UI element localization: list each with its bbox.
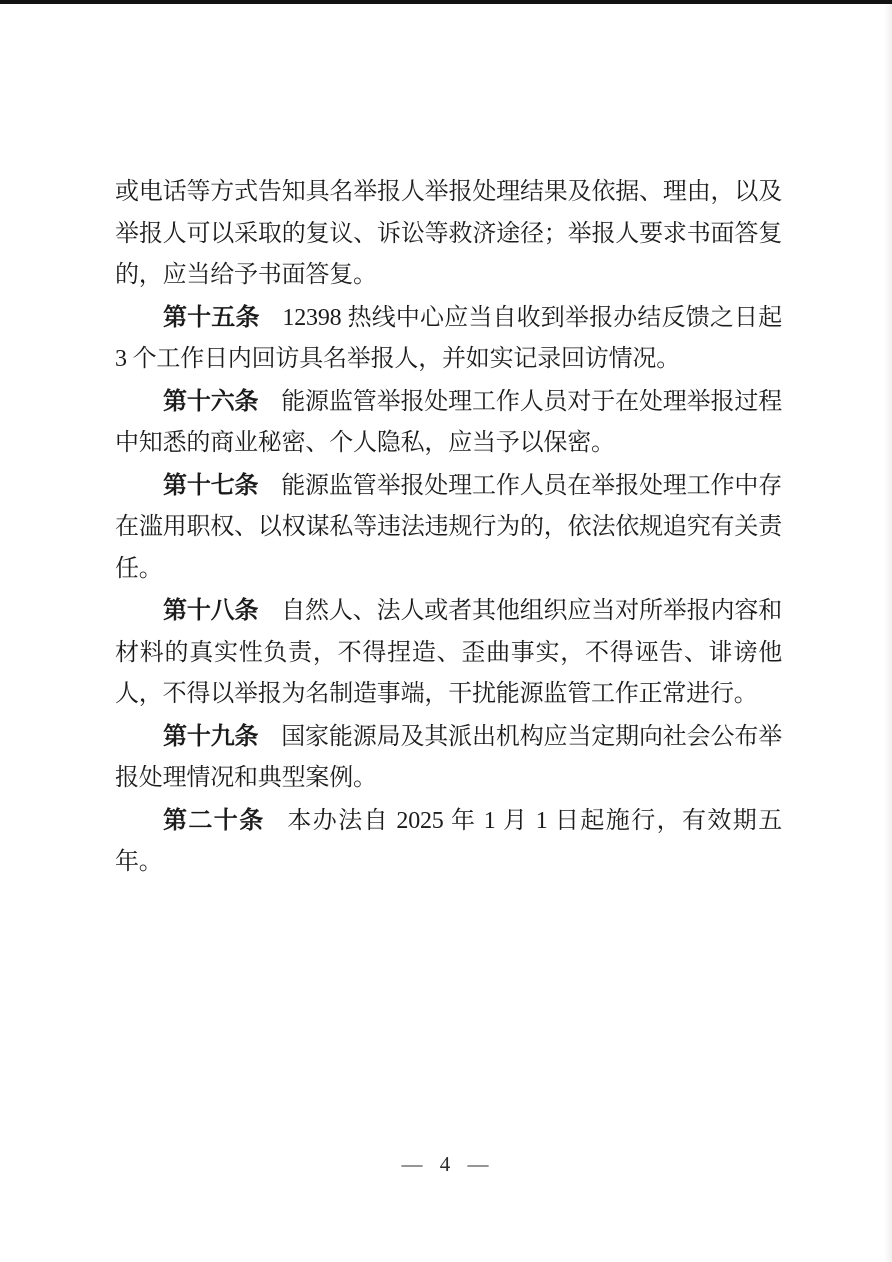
- document-body: [115, 171, 782, 884]
- paragraph-article-15: [115, 297, 782, 381]
- paragraph-continuation: [115, 171, 782, 297]
- article-number-label: 第二十条: [163, 806, 265, 834]
- article-text: 本办法自 2025 年 1 月 1 日起施行，有效期五年。: [115, 807, 782, 875]
- scan-artifact-top-bar: [0, 0, 892, 4]
- page-number: — 4 —: [401, 1152, 491, 1176]
- article-number-label: 第十六条: [163, 387, 259, 415]
- article-text: 能源监管举报处理工作人员在举报处理工作中存在滥用职权、以权谋私等违法违规行为的，依法依规追究有关责任。: [115, 472, 782, 582]
- article-text: 国家能源局及其派出机构应当定期向社会公布举报处理情况和典型案例。: [115, 723, 782, 791]
- paragraph-article-16: [115, 381, 782, 465]
- article-number-label: 第十九条: [163, 722, 259, 750]
- article-text: 自然人、法人或者其他组织应当对所举报内容和材料的真实性负责，不得捏造、歪曲事实，不得诬告、诽谤他人，不得以举报为名制造事端，干扰能源监管工作正常进行。: [115, 598, 782, 707]
- paragraph-article-17: [115, 465, 782, 591]
- article-text: 或电话等方式告知具名举报人举报处理结果及依据、理由，以及举报人可以采取的复议、诉讼等救济途径；举报人要求书面答复的，应当给予书面答复。: [115, 179, 782, 288]
- paragraph-article-20: [115, 800, 782, 884]
- paragraph-article-19: [115, 716, 782, 800]
- paragraph-article-18: [115, 590, 782, 716]
- article-number-label: 第十七条: [163, 471, 259, 499]
- scan-artifact-right-edge: [884, 4, 892, 1262]
- article-number-label: 第十五条: [163, 303, 260, 331]
- page-footer: [0, 1152, 892, 1177]
- article-text: 能源监管举报处理工作人员对于在处理举报过程中知悉的商业秘密、个人隐私，应当予以保密。: [115, 388, 782, 456]
- article-number-label: 第十八条: [163, 597, 259, 624]
- article-text: 12398 热线中心应当自收到举报办结反馈之日起 3 个工作日内回访具名举报人，并如实记录回访情况。: [115, 304, 782, 372]
